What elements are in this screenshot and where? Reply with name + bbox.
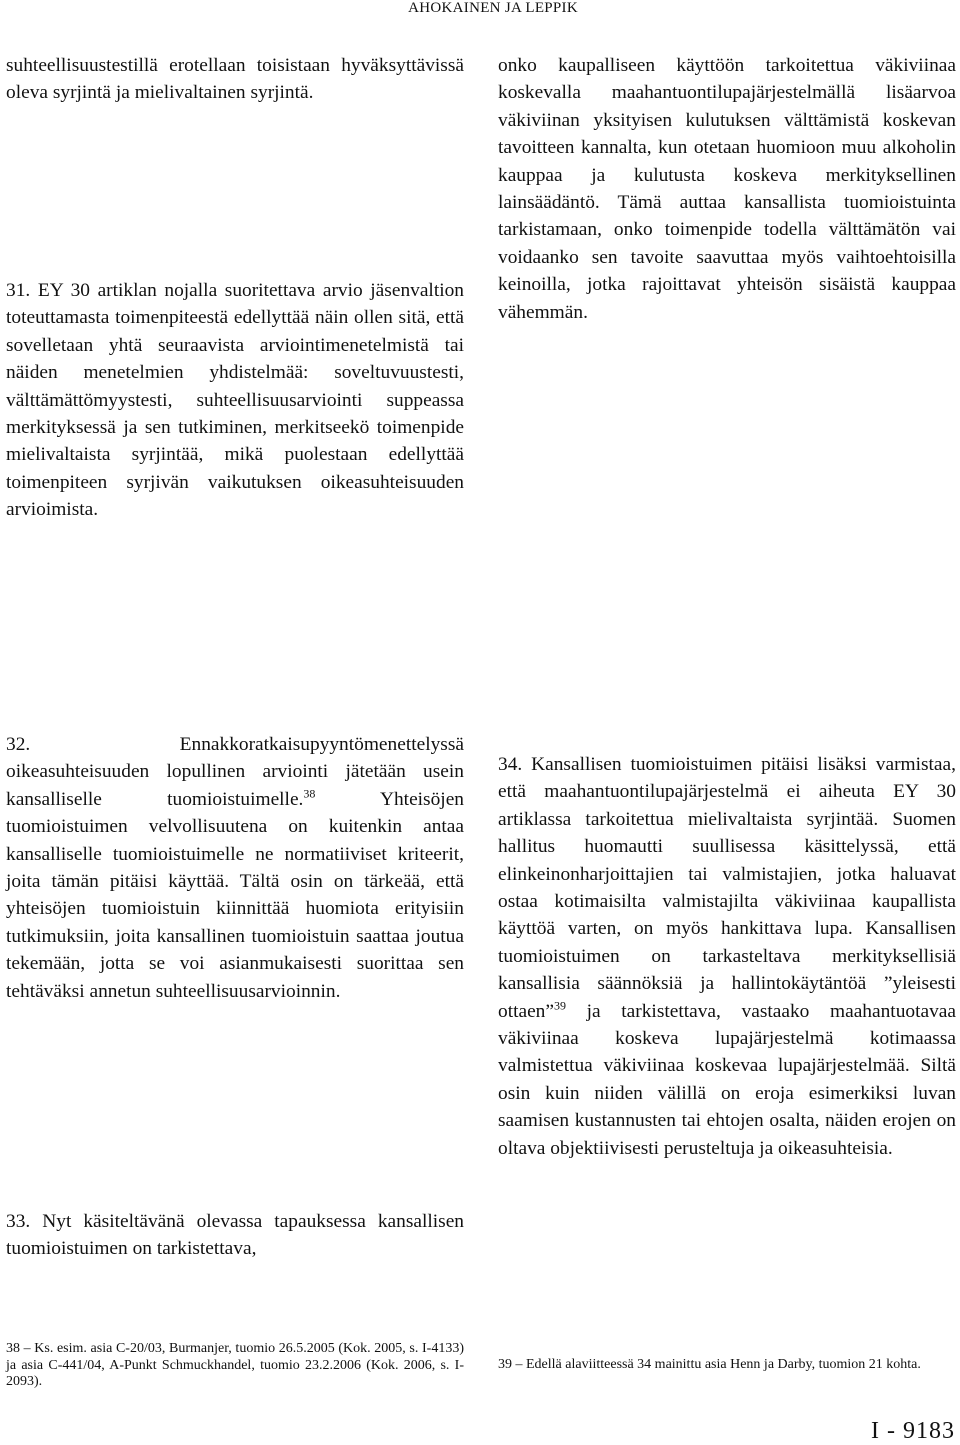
footnote-39: 39 – Edellä alaviitteessä 34 mainittu asia Henn ja Darby, tuomion 21 kohta.: [498, 1357, 921, 1372]
footnote-ref-38[interactable]: 38: [303, 786, 316, 801]
paragraph-33-continued: onko kaupalliseen käyttöön tarkoitettua väkiviinaa koskevalla maahantuontilupajärjestelmällä lisäarvoa väkiviinan yksityisen kulutuksen välttämistä koskevan tavoitteen kannalta, kun otetaan huomioon muu alkoholin kauppaa ja kulutusta koskeva merkityksellinen lainsäädäntö. Tämä auttaa kansallista tuomioistuinta tarkistamaan, onko toimenpide todella välttämätön vai voidaanko sen tavoite saavuttaa myös vaihtoehtoisilla keinoilla, jotka rajoittavat yhteisön sisäistä kauppaa vähemmän.: [498, 55, 956, 323]
paragraph-33: 33. Nyt käsiteltävänä olevassa tapauksessa kansallisen tuomioistuimen on tarkistettava,: [6, 1211, 464, 1260]
paragraph-34-text-b: ja tarkistettava, vastaako maahantuotavaa väkiviinaa koskeva lupajärjestelmä kotimaassa valmistettua väkiviinaa koskevaa lupajärjestelmää. Siltä osin kuin niiden välillä on eroja esimerkiksi luvan saamisen kustannusten tai ehtojen osalta, näiden erojen on oltava objektiivisesti perusteltuja ja oikeasuhteisia.: [498, 1000, 956, 1159]
paragraph-intro: suhteellisuustestillä erotellaan toisistaan hyväksyttävissä oleva syrjintä ja mielivaltainen syrjintä.: [6, 55, 464, 104]
paragraph-32-text-a: 32. Ennakkoratkaisupyyntömenettelyssä oikeasuhteisuuden lopullinen arviointi jätetään usein kansalliselle tuomioistuimelle.: [6, 734, 464, 810]
page-number: I - 9183: [871, 1418, 955, 1444]
footnote-38: 38 – Ks. esim. asia C-20/03, Burmanjer, tuomio 26.5.2005 (Kok. 2005, s. I-4133) ja asia C-441/04, A-Punkt Schmuckhandel, tuomio 23.2.2006 (Kok. 2006, s. I-2093).: [6, 1341, 464, 1389]
running-header: AHOKAINEN JA LEPPIK: [408, 0, 578, 16]
footnote-ref-39[interactable]: 39: [554, 998, 566, 1013]
paragraph-32: [6, 731, 464, 1005]
paragraph-31: 31. EY 30 artiklan nojalla suoritettava arvio jäsenvaltion toteuttamasta toimenpiteestä edellyttää näin ollen sitä, että sovelletaan yhtä seuraavista arviointimenetelmistä tai näiden menetelmien yhdistelmää: soveltuvuustesti, välttämättömyystesti, suhteellisuusarviointi suppeassa merkityksessä ja sen tutkiminen, merkitseekö toimenpide mielivaltaista syrjintää, mikä puolestaan edellyttää toimenpiteen syrjivän vaikutuksen oikeasuhteisuuden arvioimista.: [6, 280, 464, 521]
paragraph-32-text-b: Yhteisöjen tuomioistuimen velvollisuutena on kuitenkin antaa kansalliselle tuomioistuimelle ne normatiiviset kriteerit, joita tämän pitäisi käyttää. Tältä osin on tärkeää, että yhteisöjen tuomioistuin kiinnittää huomiota erityisiin tutkimuksiin, joita kansallinen tuomioistuin saattaa joutua tekemään, jotta se voi asianmukaisesti suorittaa sen tehtäväksi annetun suhteellisuusarvioinnin.: [6, 788, 464, 1002]
paragraph-34-text-a: 34. Kansallisen tuomioistuimen pitäisi lisäksi varmistaa, että maahantuontilupajärjestelmä ei aiheuta EY 30 artiklassa tarkoitettua mielivaltaista syrjintää. Suomen hallitus huomautti suullisessa käsittelyssä, että elinkeinonharjoittajien tai valmistajien, jotka haluavat ostaa kotimaisilta valmistajilta väkiviinaa kaupallista käyttöä varten, on myös hankittava lupa. Kansallisen tuomioistuimen on tarkasteltava merkityksellisiä kansallisia säännöksiä ja hallintokäytäntöä ”yleisesti ottaen”: [498, 754, 956, 1022]
paragraph-34: [498, 751, 956, 1162]
